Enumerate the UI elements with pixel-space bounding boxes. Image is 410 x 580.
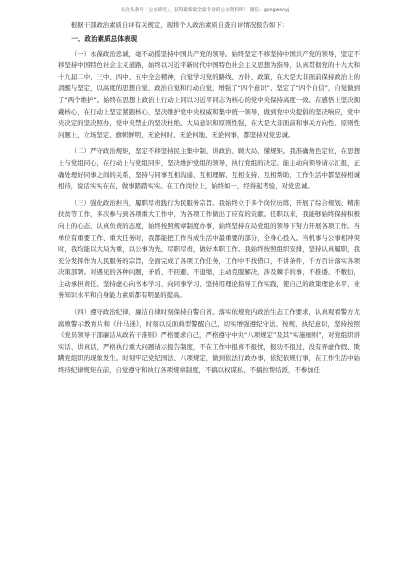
paragraph-1: （一）永葆政治忠诚，毫不动摇坚持中国共产党的领导。始终坚定不移坚持中国共产党的领导，坚定不移坚持中国特色社会主义道路，始终以习近平新时代中国特色社会主义思想为指导，认真贯彻党的十九大和十九届二中、三中、四中、五中全会精神，自觉学习党的路线、方针、政策，在大是大非面前保持政治上的清醒与坚定，以高度的思想自觉、政治自觉和行动自觉，增强了“四个意识”、坚定了“四个自信”，自觉做到了“两个维护”。始终在思想上政治上行动上同以习近平同志为核心的党中央保持高度一致。在感悟上坚决拥戴核心，在行动上坚定紧跟核心，坚决维护党中央权威和集中统一领导，做到党中央提倡的坚决响应，党中央决定的坚决照办，党中央禁止的坚决杜绝。大局意识和原则性强，在大是大非面前和事关方向性、原则性问题上，立场坚定、旗帜鲜明，无论何时、无论何地、无论何事，都坚持对党忠诚。 — [58, 49, 360, 139]
header-note: 关注头条号「公文研究」，获得最新最全最专业的公文资料库！ 微信：gongwenyj — [120, 8, 290, 13]
paragraph-4: （四）遵守政治纪律，廉洁自律时刻保持自警自省。落实依规党内政治生态工作要求，认真观看警方尤腐败警示教育片和《什马迷》，时刻以反面典型警醒自己，切实增强遵纪守法、按规、执纪意识，坚持按照《党员领导干部廉洁从政若干准则》严格要求自己，严格遵守中央“八项规定”及其“实施细则”，对党组织讲实话、讲真话，严格执行重大问题请示报告制度，不在工作中报喜不报忧，报功不报过，没有弄虚作假、欺瞒党组织的现象发生。时刻牢记党纪国法、八项规定，做到依法行政办事，依纪依规行事，在工作生活中始终待纪律规矩在前，自觉遵守和执行各项规章制度，不搞以权谋私，不搞拉帮结派，不参加任 — [58, 308, 360, 375]
paragraph-2: （二）严守政治规矩，坚定不移坚持民主集中制、讲政治、顾大局、懂规矩。我准确角色定位，在思想上与党组同心，在行动上与党组同步，坚决维护党组的领导，执行党组的决定。能主动向领导请示汇报，正确处理好同事之间的关系，坚持与同事互相沟通、互相理解、互相支持、互相帮助，工作生活中都坚持相诚相待，说话实实在在，做事踏踏实实。在工作岗位上，始终如一，经得起考验，对党忠诚。 — [58, 147, 360, 191]
section-heading: 一、政治素质总体表现 — [71, 34, 138, 43]
paragraph-3: （三）强化政治担当，履职尽责践行为民服务宗旨。我始终立于多个岗位历练，开展了综合规划、精准扶贫等工作，多次参与到各项重大工作中，为各项工作做出了应有的贡献。任职以来，我能够始终保持积极向上的心态，认真负责的态度，始终按照规章制度办事，始终坚持在局党组的领导下努力开展各项工作。当单位有重要工作、重大任务时，我都能把工作当成生活中最重要的部分，全身心投入。当机事与公事相冲突时，我均能以大局为重，以公事为先，尽职尽责，做好本职工作。我始终按照组织安排，坚持认真履职，我充分发挥作为人民服务的宗旨，全面完成了各项工作任务，工作中不找借口，不讲条件，千方百计落实各项决策部署。对遇见的各种问题，矛盾、不回避、不退缩，主动克服解决，涉及棘手的事，不推诿、不敷衍，主动承担责任。坚持虚心向书本学习、向同事学习、坚持用理论指导工作实践，使自己的政策理论水平、业务知识水平和自身能力素质都有明显的提高。 — [58, 198, 360, 300]
intro-paragraph: 根据干部政治素质自评有关规定，现将个人政治素质自查自评情况报告如下： — [70, 21, 289, 29]
document-body — [58, 20, 360, 382]
